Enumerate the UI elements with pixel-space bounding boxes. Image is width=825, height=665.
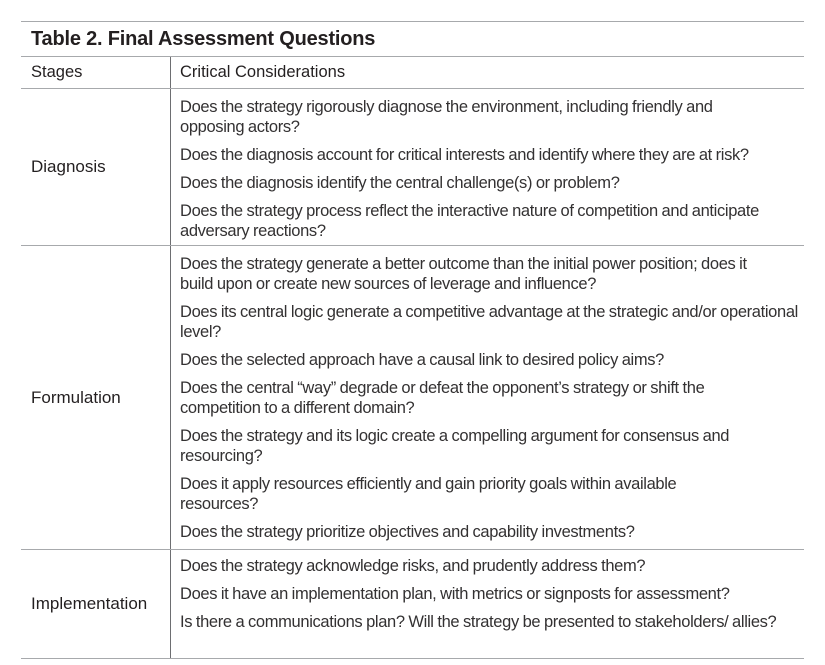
question: Does the strategy process reflect the interactive nature of competition and anticipate adversary reactions?: [180, 202, 759, 240]
table-row-diagnosis: [21, 89, 804, 245]
table-row-formulation: [21, 246, 804, 549]
stage-label: Diagnosis: [21, 89, 171, 245]
bottom-rule: [21, 658, 804, 659]
questions-cell: [171, 89, 820, 245]
question: Does it have an implementation plan, with metrics or signposts for assessment?: [180, 585, 730, 603]
question: Is there a communications plan? Will the strategy be presented to stakeholders/ allies?: [180, 613, 777, 631]
table-title: Table 2. Final Assessment Questions: [31, 27, 376, 50]
stage-label: Implementation: [21, 550, 171, 658]
table-row-implementation: [21, 550, 804, 658]
questions-cell: [171, 246, 805, 549]
question: Does the strategy generate a better outcome than the initial power position; does it build upon or create new sources of leverage and influence?: [180, 255, 747, 293]
table-header-row: [21, 57, 804, 88]
question: Does the strategy acknowledge risks, and prudently address them?: [180, 557, 646, 575]
stage-label: Formulation: [21, 246, 171, 549]
question: Does the strategy prioritize objectives and capability investments?: [180, 523, 635, 541]
question: Does the diagnosis identify the central challenge(s) or problem?: [180, 174, 620, 192]
question: Does the diagnosis account for critical interests and identify where they are at risk?: [180, 146, 749, 164]
question: Does the strategy rigorously diagnose the environment, including friendly and opposing actors?: [180, 98, 713, 136]
question: Does the strategy and its logic create a compelling argument for consensus and resourcing?: [180, 427, 730, 465]
column-header-considerations: Critical Considerations: [180, 63, 346, 81]
question: Does it apply resources efficiently and gain priority goals within available resources?: [180, 475, 677, 513]
question: Does its central logic generate a competitive advantage at the strategic and/or operational level?: [180, 303, 798, 341]
question: Does the central “way” degrade or defeat the opponent’s strategy or shift the competition to a different domain?: [180, 379, 705, 417]
column-header-stages: Stages: [21, 57, 171, 88]
question: Does the selected approach have a causal link to desired policy aims?: [180, 351, 664, 369]
questions-cell: [171, 550, 820, 658]
assessment-table: [21, 21, 804, 659]
